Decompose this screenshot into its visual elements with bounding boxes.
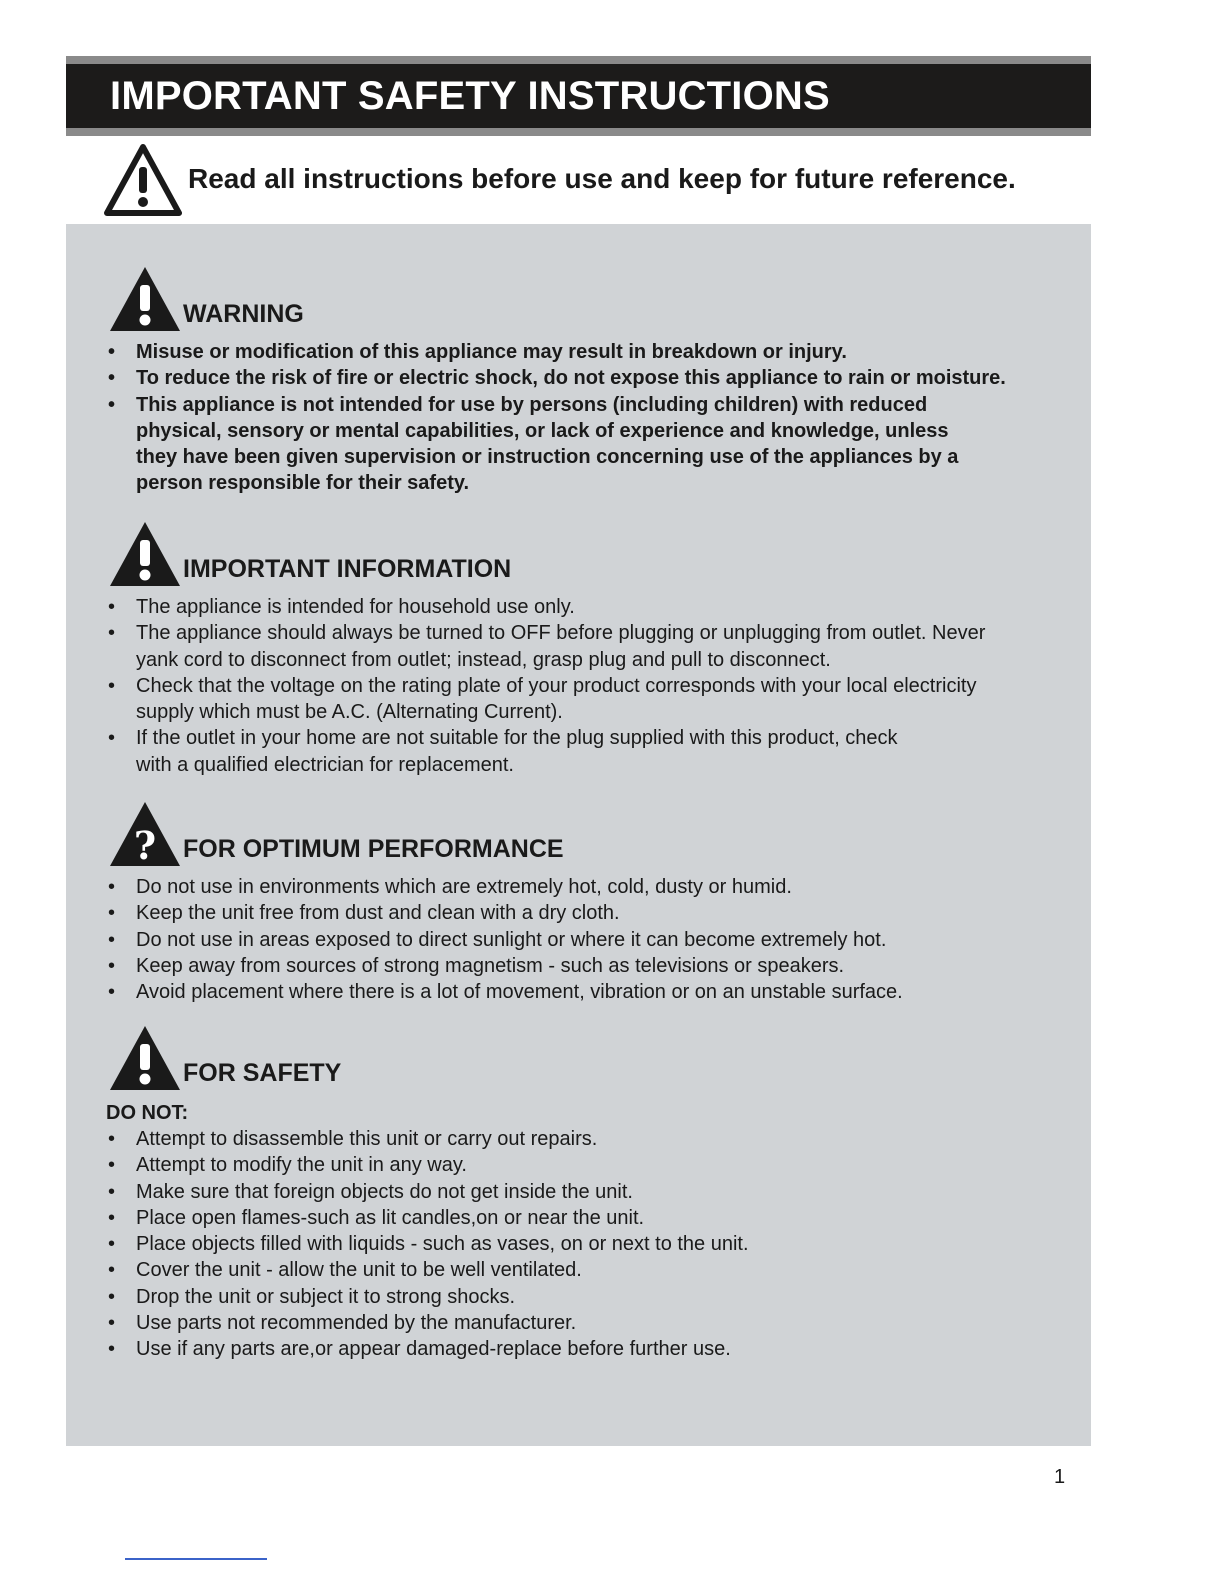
list-item: • Misuse or modification of this appliance may result in breakdown or injury. xyxy=(106,339,1066,365)
warning-icon xyxy=(110,1026,180,1090)
question-warning-icon xyxy=(110,802,180,866)
section-title: WARNING xyxy=(183,300,304,328)
list-item-continuation: physical, sensory or mental capabilities, or lack of experience and knowledge, unless xyxy=(136,419,949,442)
list-item: • Check that the voltage on the rating plate of your product corresponds with your local electricity xyxy=(106,673,1066,699)
item-list xyxy=(106,1126,1066,1363)
list-item: • Place objects filled with liquids - such as vases, on or next to the unit. xyxy=(106,1231,1066,1257)
section-warning xyxy=(106,267,1066,497)
section-important-information xyxy=(106,522,1066,778)
list-item: • To reduce the risk of fire or electric shock, do not expose this appliance to rain or moisture. xyxy=(106,365,1066,391)
section-header xyxy=(106,267,1066,333)
list-item-continuation: they have been given supervision or instruction concerning use of the appliances by a xyxy=(136,446,959,469)
title-bar xyxy=(66,56,1091,136)
section-optimum-performance xyxy=(106,802,1066,1005)
list-item: • Use if any parts are,or appear damaged-replace before further use. xyxy=(106,1336,1066,1362)
list-item: • Keep the unit free from dust and clean with a dry cloth. xyxy=(106,900,1066,926)
list-item: • Place open flames-such as lit candles,on or near the unit. xyxy=(106,1205,1066,1231)
list-item: • The appliance should always be turned to OFF before plugging or unplugging from outlet. Never xyxy=(106,620,1066,646)
section-header xyxy=(106,1026,1066,1092)
warning-icon xyxy=(110,267,180,331)
item-list xyxy=(106,874,1066,1005)
list-item-continuation: with a qualified electrician for replacement. xyxy=(136,753,514,776)
list-item: • Drop the unit or subject it to strong shocks. xyxy=(106,1284,1066,1310)
list-item: • Avoid placement where there is a lot of movement, vibration or on an unstable surface. xyxy=(106,979,1066,1005)
list-item: • Cover the unit - allow the unit to be well ventilated. xyxy=(106,1257,1066,1283)
warning-outline-icon xyxy=(104,143,182,217)
section-header xyxy=(106,522,1066,588)
list-item: • Attempt to modify the unit in any way. xyxy=(106,1152,1066,1178)
list-item-continuation: supply which must be A.C. (Alternating Current). xyxy=(136,701,563,724)
subtitle-row xyxy=(104,143,1104,217)
list-item: • Use parts not recommended by the manufacturer. xyxy=(106,1310,1066,1336)
footer-rule xyxy=(125,1558,267,1560)
section-title: FOR SAFETY xyxy=(183,1059,342,1087)
instructions-panel xyxy=(66,224,1091,1446)
subtitle: Read all instructions before use and keep for future reference. xyxy=(188,163,1016,194)
list-item: • If the outlet in your home are not suitable for the plug supplied with this product, check xyxy=(106,725,1066,751)
list-item: • Attempt to disassemble this unit or carry out repairs. xyxy=(106,1126,1066,1152)
list-item: • Do not use in areas exposed to direct sunlight or where it can become extremely hot. xyxy=(106,927,1066,953)
list-item: • Make sure that foreign objects do not get inside the unit. xyxy=(106,1179,1066,1205)
item-list xyxy=(106,339,1066,497)
list-item-continuation: yank cord to disconnect from outlet; instead, grasp plug and pull to disconnect. xyxy=(136,648,831,671)
section-title: IMPORTANT INFORMATION xyxy=(183,555,512,583)
section-header xyxy=(106,802,1066,868)
do-not-label: DO NOT: xyxy=(106,1102,189,1124)
svg-text:?: ? xyxy=(133,823,157,866)
page-number: 1 xyxy=(1054,1466,1066,1488)
list-item: • This appliance is not intended for use by persons (including children) with reduced xyxy=(106,392,1066,418)
list-item: • Do not use in environments which are extremely hot, cold, dusty or humid. xyxy=(106,874,1066,900)
section-for-safety xyxy=(106,1026,1066,1363)
list-item-continuation: person responsible for their safety. xyxy=(136,472,470,495)
section-title: FOR OPTIMUM PERFORMANCE xyxy=(183,835,564,863)
list-item: • Keep away from sources of strong magnetism - such as televisions or speakers. xyxy=(106,953,1066,979)
list-item: • The appliance is intended for household use only. xyxy=(106,594,1066,620)
page-title: IMPORTANT SAFETY INSTRUCTIONS xyxy=(110,74,830,118)
item-list xyxy=(106,594,1066,778)
warning-icon xyxy=(110,522,180,586)
